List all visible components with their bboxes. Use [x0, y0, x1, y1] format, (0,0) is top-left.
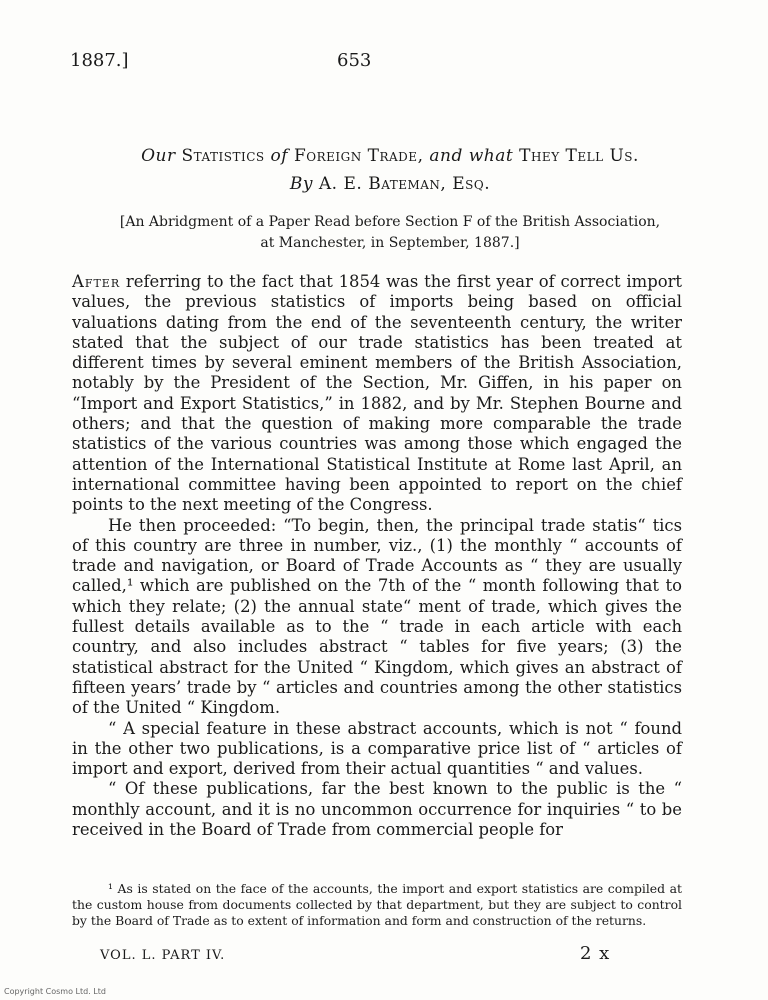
title-statistics: Statistics	[181, 146, 265, 166]
title-they-tell-us: They Tell Us.	[519, 146, 639, 166]
abridgment-line-1: [An Abridgment of a Paper Read before Section F of the British Association,	[119, 214, 661, 230]
paragraph-1	[72, 272, 682, 516]
signature-mark: 2 x	[580, 943, 611, 964]
footnote: ¹ As is stated on the face of the accounts, the import and export statistics are compiled at the custom house from documents collected by that department, but they are subject to control by the Board of Trade as to extent of information and form and construction of the returns.	[72, 881, 682, 928]
article-title	[70, 146, 710, 166]
title-foreign-trade: Foreign Trade,	[293, 146, 424, 166]
author-name: A. E. Bateman, Esq.	[318, 174, 491, 194]
paragraph-2: He then proceeded: “To begin, then, the principal trade statis“ tics of this country are three in number, viz., (1) the monthly “ accounts of trade and navigation, or Board of Trade Accounts as “ they are usually called,¹ which are published on the 7th of the “ month following that to which they relate; (2) the annual state“ ment of trade, which gives the fullest details available as to the “ trade in each article with each country, and also includes abstract “ tables for five years; (3) the statistical abstract for the United “ Kingdom, which gives an abstract of fifteen years’ trade by “ articles and countries among the other statistics of the United “ Kingdom.	[72, 515, 682, 718]
page-number: 653	[337, 50, 372, 71]
title-our: Our	[141, 146, 176, 166]
drop-cap-word: After	[72, 272, 121, 291]
paragraph-3: “ A special feature in these abstract accounts, which is not “ found in the other two publications, is a comparative price list of “ articles of import and export, derived from their actual quantities “ and values.	[72, 718, 682, 779]
author-by: By	[289, 174, 313, 194]
title-of: of	[270, 146, 289, 166]
copyright-watermark: Copyright Cosmo Ltd. Ltd	[4, 987, 106, 996]
author-line	[70, 174, 710, 194]
paragraph-1-text: referring to the fact that 1854 was the first year of correct import values, the previous statistics of imports being based on official valuations dating from the end of the seventeenth century, the writer stated that the subject of our trade statistics has been treated at different times by several eminent members of the British Association, notably by the President of the Section, Mr. Giffen, in his paper on “Import and Export Statistics,” in 1882, and by Mr. Stephen Bourne and others; and that the question of making more comparable the trade statistics of the various countries was among those which engaged the attention of the International Statistical Institute at Rome last April, an international committee having been appointed to report on the chief points to the next meeting of the Congress.	[72, 272, 682, 515]
volume-part-line: VOL. L. PART IV.	[100, 948, 226, 963]
abridgment-note	[70, 212, 710, 254]
paragraph-4: “ Of these publications, far the best known to the public is the “ monthly account, and it is no uncommon occurrence for inquiries “ to be received in the Board of Trade from commercial people for	[72, 779, 682, 840]
header-year: 1887.]	[70, 50, 129, 71]
abridgment-line-2: at Manchester, in September, 1887.]	[260, 235, 520, 251]
title-and-what: and what	[429, 146, 514, 166]
article-body	[72, 272, 682, 840]
